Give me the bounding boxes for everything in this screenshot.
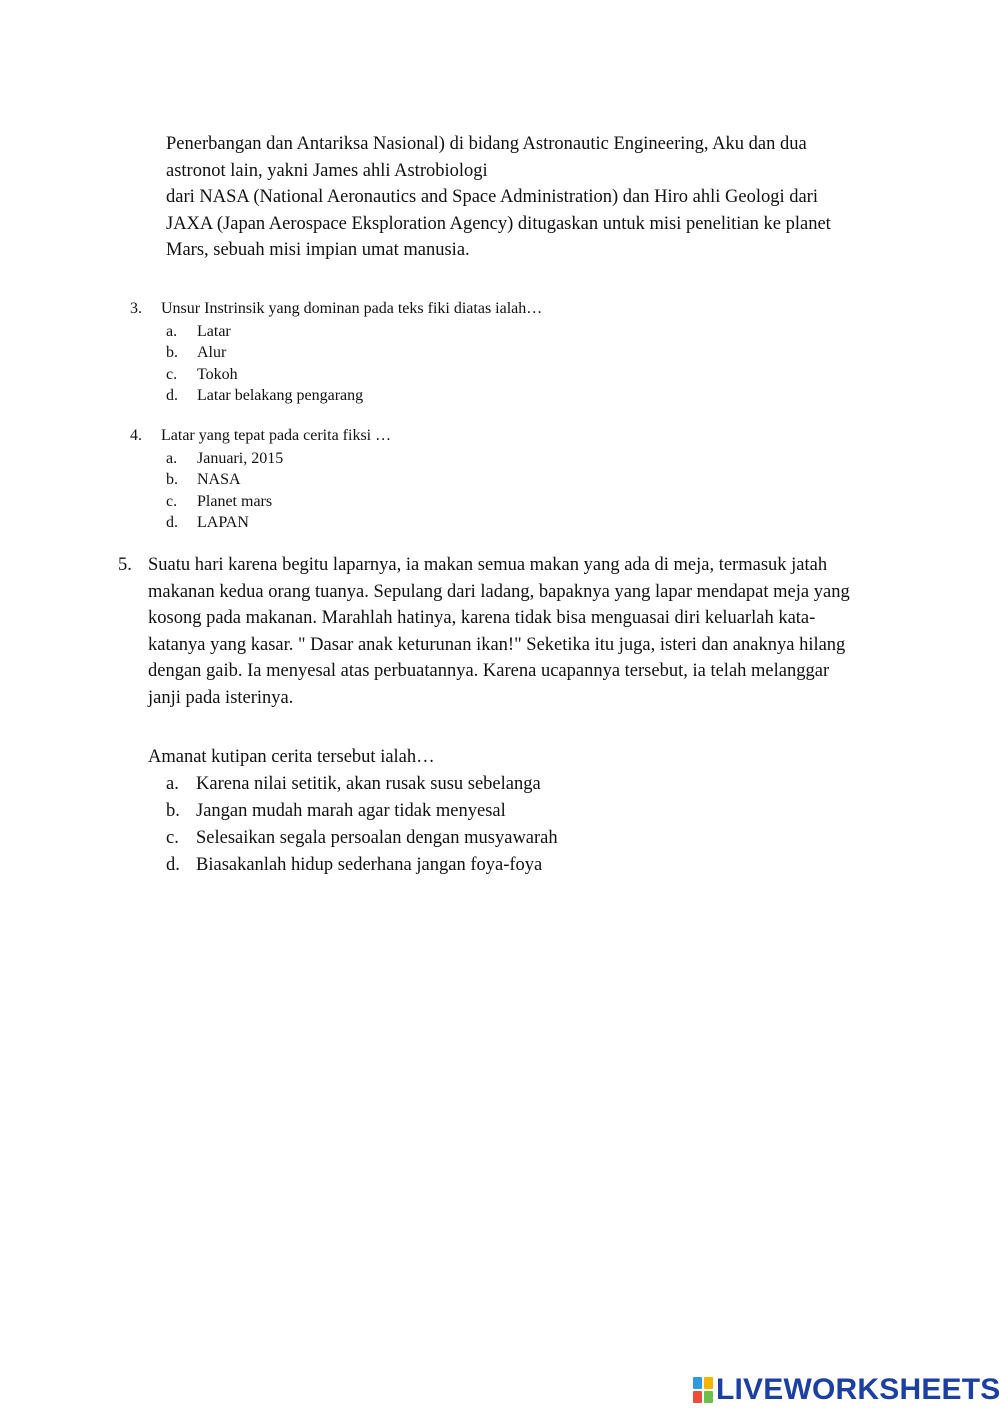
intro-line: JAXA (Japan Aerospace Eksploration Agency) ditugaskan untuk misi penelitian ke planet bbox=[166, 213, 831, 234]
option-letter: c. bbox=[166, 492, 178, 510]
logo-square bbox=[704, 1391, 713, 1403]
option-text: Tokoh bbox=[197, 365, 238, 383]
question-number: 3. bbox=[130, 300, 142, 317]
intro-line: dari NASA (National Aeronautics and Space Administration) dan Hiro ahli Geologi dari bbox=[166, 187, 818, 208]
question-number: 5. bbox=[118, 555, 132, 575]
intro-line: Mars, sebuah misi impian umat manusia. bbox=[166, 240, 470, 261]
option-text: Karena nilai setitik, akan rusak susu sebelanga bbox=[196, 774, 541, 794]
option-text: Jangan mudah marah agar tidak menyesal bbox=[196, 801, 506, 821]
option-text: Alur bbox=[197, 344, 227, 362]
question-text: Latar yang tepat pada cerita fiksi … bbox=[161, 427, 392, 444]
option-text: Biasakanlah hidup sederhana jangan foya-foya bbox=[196, 855, 543, 875]
option-letter: c. bbox=[166, 828, 179, 848]
intro-line: astronot lain, yakni James ahli Astrobiologi bbox=[166, 160, 488, 181]
option-letter: d. bbox=[166, 513, 178, 531]
option-letter: d. bbox=[166, 855, 180, 875]
passage-line: Suatu hari karena begitu laparnya, ia makan semua makan yang ada di meja, termasuk jatah bbox=[148, 555, 828, 575]
option-text: Latar bbox=[197, 323, 231, 340]
option-letter: b. bbox=[166, 471, 178, 489]
passage-line: janji pada isterinya. bbox=[148, 687, 294, 708]
option-text: Selesaikan segala persoalan dengan musyawarah bbox=[196, 828, 558, 848]
option-text: LAPAN bbox=[197, 513, 249, 531]
option-text: Latar belakang pengarang bbox=[197, 386, 364, 404]
intro-paragraph bbox=[166, 131, 926, 264]
passage-line: kosong pada makanan. Marahlah hatinya, karena tidak bisa menguasai diri keluarlah kata- bbox=[148, 608, 816, 629]
option-letter: d. bbox=[166, 386, 178, 404]
option-letter: a. bbox=[166, 323, 178, 340]
passage-line: katanya yang kasar. " Dasar anak keturunan ikan!" Seketika itu juga, isteri dan anaknya hilang bbox=[148, 634, 846, 655]
logo-square bbox=[704, 1377, 713, 1389]
option-letter: b. bbox=[166, 344, 178, 362]
option-text: Planet mars bbox=[197, 492, 273, 510]
live-grid-icon bbox=[693, 1377, 713, 1403]
question-number: 4. bbox=[130, 427, 142, 444]
passage-line: makanan kedua orang tuanya. Sepulang dari ladang, bapaknya yang lapar mendapat meja yang bbox=[148, 581, 850, 602]
option-letter: c. bbox=[166, 365, 178, 383]
question-text: Amanat kutipan cerita tersebut ialah… bbox=[148, 747, 435, 767]
option-letter: a. bbox=[166, 450, 178, 467]
logo-square bbox=[693, 1377, 702, 1389]
option-letter: b. bbox=[166, 801, 180, 821]
option-text: Januari, 2015 bbox=[197, 450, 284, 467]
passage-line: dengan gaib. Ia menyesal atas perbuatannya. Karena ucapannya tersebut, ia telah melanggar bbox=[148, 661, 830, 682]
option-text: NASA bbox=[197, 471, 241, 489]
story-passage bbox=[148, 552, 938, 712]
intro-line: Penerbangan dan Antariksa Nasional) di bidang Astronautic Engineering, Aku dan dua bbox=[166, 134, 807, 154]
question-text: Unsur Instrinsik yang dominan pada teks fiki diatas ialah… bbox=[161, 300, 543, 317]
logo-square bbox=[693, 1391, 702, 1403]
liveworksheets-logo bbox=[693, 1375, 1000, 1405]
brand-wordmark: LIVEWORKSHEETS bbox=[716, 1373, 1000, 1406]
option-letter: a. bbox=[166, 774, 179, 794]
